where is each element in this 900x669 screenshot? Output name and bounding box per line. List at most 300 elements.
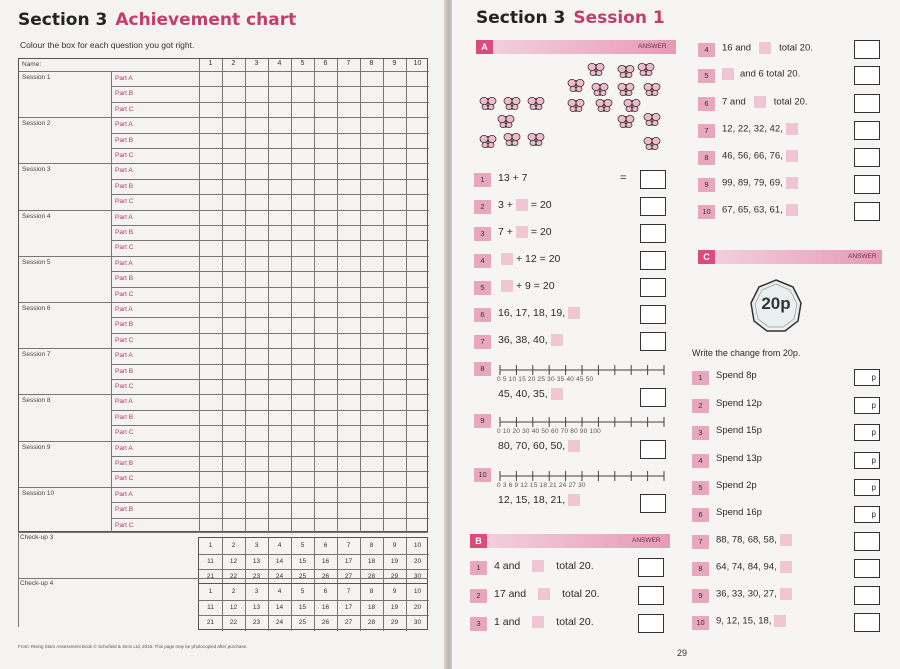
answer-box[interactable] [640, 332, 666, 351]
achievement-cell[interactable] [292, 103, 313, 116]
checkup-cell[interactable]: 21 [206, 573, 215, 580]
achievement-cell[interactable] [223, 426, 244, 439]
achievement-cell[interactable] [223, 318, 244, 331]
achievement-cell[interactable] [269, 488, 290, 501]
achievement-cell[interactable] [407, 426, 428, 439]
achievement-cell[interactable] [407, 442, 428, 455]
checkup-cell[interactable]: 20 [413, 603, 422, 611]
achievement-cell[interactable] [338, 411, 359, 424]
achievement-cell[interactable] [223, 442, 244, 455]
achievement-cell[interactable] [407, 272, 428, 285]
achievement-cell[interactable] [292, 334, 313, 347]
achievement-cell[interactable] [292, 288, 313, 301]
achievement-cell[interactable] [200, 442, 221, 455]
answer-box[interactable] [854, 148, 880, 167]
checkup-cell[interactable]: 22 [229, 619, 238, 626]
achievement-cell[interactable] [338, 241, 359, 254]
blank-box[interactable] [568, 440, 580, 452]
achievement-cell[interactable] [315, 411, 336, 424]
achievement-cell[interactable] [223, 195, 244, 208]
blank-box[interactable] [774, 615, 786, 627]
achievement-cell[interactable] [223, 488, 244, 501]
achievement-cell[interactable] [223, 180, 244, 193]
achievement-cell[interactable] [315, 195, 336, 208]
achievement-cell[interactable] [246, 503, 267, 516]
checkup-cell[interactable]: 25 [298, 619, 307, 626]
achievement-cell[interactable] [200, 334, 221, 347]
answer-box[interactable] [640, 224, 666, 243]
achievement-cell[interactable] [200, 72, 221, 85]
achievement-cell[interactable] [292, 257, 313, 270]
achievement-cell[interactable] [384, 318, 405, 331]
achievement-cell[interactable] [269, 87, 290, 100]
answer-box[interactable] [638, 586, 664, 605]
blank-box[interactable] [759, 42, 771, 54]
checkup-cell[interactable]: 29 [390, 573, 399, 580]
achievement-cell[interactable] [338, 519, 359, 532]
achievement-cell[interactable] [361, 241, 382, 254]
achievement-cell[interactable] [292, 226, 313, 239]
achievement-cell[interactable] [269, 103, 290, 116]
achievement-cell[interactable] [338, 226, 359, 239]
blank-box[interactable] [516, 199, 528, 211]
achievement-cell[interactable] [384, 134, 405, 147]
checkup-cell[interactable]: 2 [231, 542, 236, 549]
achievement-cell[interactable] [361, 180, 382, 193]
achievement-cell[interactable] [361, 272, 382, 285]
checkup-cell[interactable]: 2 [231, 588, 236, 595]
achievement-cell[interactable] [315, 118, 336, 131]
answer-box[interactable] [854, 94, 880, 113]
achievement-cell[interactable] [361, 164, 382, 177]
answer-box[interactable] [854, 66, 880, 85]
achievement-cell[interactable] [223, 503, 244, 516]
checkup-cell[interactable]: 17 [344, 557, 353, 565]
achievement-cell[interactable] [315, 134, 336, 147]
blank-box[interactable] [754, 96, 766, 108]
achievement-cell[interactable] [269, 211, 290, 224]
achievement-cell[interactable] [361, 195, 382, 208]
achievement-cell[interactable] [384, 241, 405, 254]
checkup-cell[interactable]: 11 [207, 557, 214, 565]
checkup-cell[interactable]: 21 [206, 619, 215, 626]
achievement-cell[interactable] [292, 118, 313, 131]
achievement-cell[interactable] [246, 519, 267, 532]
checkup-cell[interactable]: 3 [254, 542, 259, 549]
checkup-cell[interactable]: 26 [321, 619, 330, 626]
achievement-cell[interactable] [361, 488, 382, 501]
pence-answer-box[interactable]: p [854, 506, 880, 523]
achievement-cell[interactable] [407, 472, 428, 485]
blank-box[interactable] [786, 177, 798, 189]
achievement-cell[interactable] [223, 288, 244, 301]
achievement-cell[interactable] [315, 365, 336, 378]
answer-box[interactable] [854, 586, 880, 605]
achievement-cell[interactable] [292, 457, 313, 470]
blank-box[interactable] [538, 588, 550, 600]
achievement-cell[interactable] [407, 349, 428, 362]
achievement-cell[interactable] [269, 180, 290, 193]
checkup-cell[interactable]: 20 [413, 557, 422, 565]
achievement-cell[interactable] [384, 87, 405, 100]
achievement-cell[interactable] [269, 442, 290, 455]
checkup-cell[interactable]: 7 [346, 542, 351, 549]
achievement-cell[interactable] [315, 503, 336, 516]
achievement-cell[interactable] [200, 365, 221, 378]
achievement-cell[interactable] [223, 365, 244, 378]
blank-box[interactable] [722, 68, 734, 80]
achievement-cell[interactable] [200, 226, 221, 239]
pence-answer-box[interactable]: p [854, 369, 880, 386]
achievement-cell[interactable] [384, 180, 405, 193]
checkup-cell[interactable]: 11 [207, 603, 214, 611]
answer-box[interactable] [640, 305, 666, 324]
achievement-cell[interactable] [384, 457, 405, 470]
checkup-cell[interactable]: 19 [390, 557, 399, 565]
checkup-cell[interactable]: 1 [208, 542, 213, 549]
pence-answer-box[interactable]: p [854, 479, 880, 496]
achievement-cell[interactable] [292, 180, 313, 193]
achievement-cell[interactable] [200, 288, 221, 301]
achievement-cell[interactable] [407, 164, 428, 177]
achievement-cell[interactable] [246, 72, 267, 85]
achievement-cell[interactable] [292, 488, 313, 501]
achievement-cell[interactable] [246, 442, 267, 455]
answer-box[interactable] [640, 170, 666, 189]
achievement-cell[interactable] [246, 241, 267, 254]
achievement-cell[interactable] [292, 164, 313, 177]
achievement-cell[interactable] [223, 257, 244, 270]
achievement-cell[interactable] [315, 257, 336, 270]
achievement-cell[interactable] [338, 395, 359, 408]
achievement-cell[interactable] [223, 118, 244, 131]
achievement-cell[interactable] [338, 180, 359, 193]
checkup-cell[interactable]: 16 [321, 603, 330, 611]
achievement-cell[interactable] [361, 426, 382, 439]
achievement-cell[interactable] [338, 272, 359, 285]
achievement-cell[interactable] [338, 164, 359, 177]
checkup-cell[interactable]: 28 [367, 619, 376, 626]
achievement-cell[interactable] [200, 118, 221, 131]
answer-box[interactable] [854, 175, 880, 194]
blank-box[interactable] [568, 307, 580, 319]
achievement-cell[interactable] [246, 288, 267, 301]
achievement-cell[interactable] [200, 488, 221, 501]
achievement-cell[interactable] [292, 503, 313, 516]
answer-box[interactable] [640, 278, 666, 297]
achievement-cell[interactable] [338, 365, 359, 378]
achievement-cell[interactable] [338, 288, 359, 301]
achievement-cell[interactable] [200, 380, 221, 393]
blank-box[interactable] [780, 561, 792, 573]
achievement-cell[interactable] [269, 318, 290, 331]
achievement-cell[interactable] [361, 457, 382, 470]
checkup-cell[interactable]: 4 [277, 588, 282, 595]
achievement-cell[interactable] [223, 72, 244, 85]
achievement-cell[interactable] [223, 226, 244, 239]
achievement-cell[interactable] [292, 211, 313, 224]
achievement-cell[interactable] [384, 365, 405, 378]
achievement-cell[interactable] [407, 211, 428, 224]
achievement-cell[interactable] [338, 303, 359, 316]
achievement-cell[interactable] [407, 103, 428, 116]
achievement-cell[interactable] [200, 303, 221, 316]
achievement-cell[interactable] [200, 257, 221, 270]
achievement-cell[interactable] [315, 334, 336, 347]
answer-box[interactable] [640, 388, 666, 407]
checkup-cell[interactable]: 27 [344, 619, 353, 626]
checkup-cell[interactable]: 9 [392, 542, 397, 549]
achievement-cell[interactable] [407, 303, 428, 316]
pence-answer-box[interactable]: p [854, 424, 880, 441]
achievement-cell[interactable] [223, 349, 244, 362]
achievement-cell[interactable] [407, 395, 428, 408]
checkup-cell[interactable]: 15 [298, 603, 307, 611]
achievement-cell[interactable] [361, 411, 382, 424]
achievement-cell[interactable] [246, 457, 267, 470]
achievement-cell[interactable] [292, 134, 313, 147]
checkup-cell[interactable]: 27 [344, 573, 353, 580]
checkup-cell[interactable]: 15 [298, 557, 307, 565]
achievement-cell[interactable] [246, 195, 267, 208]
achievement-cell[interactable] [338, 195, 359, 208]
achievement-cell[interactable] [200, 426, 221, 439]
achievement-cell[interactable] [315, 426, 336, 439]
achievement-cell[interactable] [315, 349, 336, 362]
achievement-cell[interactable] [361, 380, 382, 393]
achievement-cell[interactable] [246, 149, 267, 162]
achievement-cell[interactable] [361, 134, 382, 147]
achievement-cell[interactable] [223, 87, 244, 100]
achievement-cell[interactable] [200, 318, 221, 331]
checkup-cell[interactable]: 10 [413, 588, 422, 595]
achievement-cell[interactable] [246, 118, 267, 131]
achievement-cell[interactable] [315, 318, 336, 331]
checkup-cell[interactable]: 24 [275, 573, 284, 580]
achievement-cell[interactable] [246, 164, 267, 177]
achievement-cell[interactable] [384, 257, 405, 270]
achievement-cell[interactable] [246, 411, 267, 424]
achievement-cell[interactable] [338, 472, 359, 485]
achievement-cell[interactable] [269, 72, 290, 85]
achievement-cell[interactable] [246, 395, 267, 408]
achievement-cell[interactable] [200, 195, 221, 208]
blank-box[interactable] [568, 494, 580, 506]
blank-box[interactable] [501, 280, 513, 292]
achievement-cell[interactable] [223, 241, 244, 254]
achievement-cell[interactable] [269, 334, 290, 347]
checkup-cell[interactable]: 6 [323, 588, 328, 595]
achievement-cell[interactable] [407, 380, 428, 393]
achievement-cell[interactable] [338, 426, 359, 439]
achievement-cell[interactable] [315, 103, 336, 116]
achievement-cell[interactable] [269, 457, 290, 470]
achievement-cell[interactable] [361, 318, 382, 331]
checkup-cell[interactable]: 24 [275, 619, 284, 626]
achievement-cell[interactable] [315, 164, 336, 177]
achievement-cell[interactable] [246, 380, 267, 393]
achievement-cell[interactable] [246, 257, 267, 270]
answer-box[interactable] [638, 614, 664, 633]
checkup-cell[interactable]: 23 [252, 619, 261, 626]
achievement-cell[interactable] [269, 395, 290, 408]
achievement-cell[interactable] [407, 257, 428, 270]
achievement-cell[interactable] [407, 457, 428, 470]
achievement-cell[interactable] [384, 395, 405, 408]
achievement-cell[interactable] [269, 149, 290, 162]
checkup-cell[interactable]: 14 [275, 557, 284, 565]
achievement-cell[interactable] [338, 380, 359, 393]
achievement-cell[interactable] [269, 226, 290, 239]
achievement-cell[interactable] [338, 257, 359, 270]
achievement-cell[interactable] [407, 334, 428, 347]
achievement-cell[interactable] [269, 426, 290, 439]
checkup-cell[interactable]: 22 [229, 573, 238, 580]
achievement-cell[interactable] [384, 195, 405, 208]
achievement-cell[interactable] [338, 103, 359, 116]
achievement-cell[interactable] [200, 411, 221, 424]
achievement-cell[interactable] [246, 303, 267, 316]
checkup-cell[interactable]: 12 [229, 557, 238, 565]
checkup-cell[interactable]: 25 [298, 573, 307, 580]
achievement-cell[interactable] [338, 118, 359, 131]
achievement-cell[interactable] [292, 349, 313, 362]
achievement-cell[interactable] [361, 211, 382, 224]
achievement-cell[interactable] [315, 180, 336, 193]
achievement-cell[interactable] [246, 211, 267, 224]
achievement-cell[interactable] [246, 272, 267, 285]
achievement-cell[interactable] [361, 103, 382, 116]
blank-box[interactable] [551, 388, 563, 400]
achievement-cell[interactable] [292, 365, 313, 378]
achievement-cell[interactable] [269, 257, 290, 270]
achievement-cell[interactable] [269, 164, 290, 177]
checkup-cell[interactable]: 9 [392, 588, 397, 595]
achievement-cell[interactable] [200, 211, 221, 224]
achievement-cell[interactable] [384, 519, 405, 532]
achievement-cell[interactable] [315, 149, 336, 162]
achievement-cell[interactable] [269, 118, 290, 131]
achievement-cell[interactable] [223, 411, 244, 424]
achievement-cell[interactable] [315, 519, 336, 532]
answer-box[interactable] [638, 558, 664, 577]
answer-box[interactable] [854, 40, 880, 59]
achievement-cell[interactable] [246, 180, 267, 193]
achievement-cell[interactable] [292, 318, 313, 331]
checkup-cell[interactable]: 5 [300, 588, 305, 595]
checkup-cell[interactable]: 4 [277, 542, 282, 549]
achievement-cell[interactable] [223, 303, 244, 316]
achievement-cell[interactable] [384, 380, 405, 393]
achievement-cell[interactable] [292, 519, 313, 532]
achievement-cell[interactable] [361, 365, 382, 378]
checkup-cell[interactable]: 28 [367, 573, 376, 580]
achievement-cell[interactable] [338, 72, 359, 85]
achievement-cell[interactable] [384, 288, 405, 301]
achievement-cell[interactable] [246, 349, 267, 362]
achievement-cell[interactable] [384, 211, 405, 224]
blank-box[interactable] [786, 150, 798, 162]
checkup-cell[interactable]: 30 [413, 573, 422, 580]
achievement-cell[interactable] [269, 303, 290, 316]
answer-box[interactable] [854, 559, 880, 578]
achievement-cell[interactable] [269, 288, 290, 301]
achievement-cell[interactable] [361, 288, 382, 301]
answer-box[interactable] [640, 197, 666, 216]
achievement-cell[interactable] [269, 134, 290, 147]
achievement-cell[interactable] [292, 411, 313, 424]
achievement-cell[interactable] [292, 395, 313, 408]
achievement-cell[interactable] [315, 442, 336, 455]
achievement-cell[interactable] [407, 411, 428, 424]
achievement-cell[interactable] [292, 380, 313, 393]
pence-answer-box[interactable]: p [854, 452, 880, 469]
achievement-cell[interactable] [246, 472, 267, 485]
achievement-cell[interactable] [361, 519, 382, 532]
answer-box[interactable] [854, 532, 880, 551]
achievement-cell[interactable] [407, 365, 428, 378]
achievement-cell[interactable] [315, 72, 336, 85]
achievement-cell[interactable] [223, 211, 244, 224]
achievement-cell[interactable] [292, 442, 313, 455]
achievement-cell[interactable] [200, 349, 221, 362]
achievement-cell[interactable] [223, 134, 244, 147]
checkup-cell[interactable]: 1 [208, 588, 213, 595]
answer-box[interactable] [854, 121, 880, 140]
achievement-cell[interactable] [361, 503, 382, 516]
achievement-cell[interactable] [407, 226, 428, 239]
achievement-cell[interactable] [361, 118, 382, 131]
checkup-cell[interactable]: 26 [321, 573, 330, 580]
achievement-cell[interactable] [292, 72, 313, 85]
achievement-cell[interactable] [200, 149, 221, 162]
achievement-cell[interactable] [361, 349, 382, 362]
achievement-cell[interactable] [384, 226, 405, 239]
achievement-cell[interactable] [269, 195, 290, 208]
achievement-cell[interactable] [292, 195, 313, 208]
achievement-cell[interactable] [200, 395, 221, 408]
blank-box[interactable] [780, 588, 792, 600]
blank-box[interactable] [780, 534, 792, 546]
achievement-cell[interactable] [223, 164, 244, 177]
achievement-cell[interactable] [246, 318, 267, 331]
blank-box[interactable] [516, 226, 528, 238]
checkup-cell[interactable]: 16 [321, 557, 330, 565]
achievement-cell[interactable] [292, 87, 313, 100]
checkup-cell[interactable]: 7 [346, 588, 351, 595]
achievement-cell[interactable] [338, 334, 359, 347]
checkup-cell[interactable]: 13 [252, 603, 261, 611]
achievement-cell[interactable] [384, 303, 405, 316]
achievement-cell[interactable] [200, 134, 221, 147]
achievement-cell[interactable] [384, 442, 405, 455]
blank-box[interactable] [786, 123, 798, 135]
achievement-cell[interactable] [315, 87, 336, 100]
achievement-cell[interactable] [246, 134, 267, 147]
achievement-cell[interactable] [315, 211, 336, 224]
achievement-cell[interactable] [407, 72, 428, 85]
achievement-cell[interactable] [407, 503, 428, 516]
achievement-cell[interactable] [246, 334, 267, 347]
achievement-cell[interactable] [384, 149, 405, 162]
checkup-cell[interactable]: 19 [390, 603, 399, 611]
checkup-cell[interactable]: 23 [252, 573, 261, 580]
checkup-cell[interactable]: 18 [367, 603, 376, 611]
achievement-cell[interactable] [223, 103, 244, 116]
checkup-cell[interactable]: 30 [413, 619, 422, 626]
achievement-cell[interactable] [361, 226, 382, 239]
achievement-cell[interactable] [246, 87, 267, 100]
